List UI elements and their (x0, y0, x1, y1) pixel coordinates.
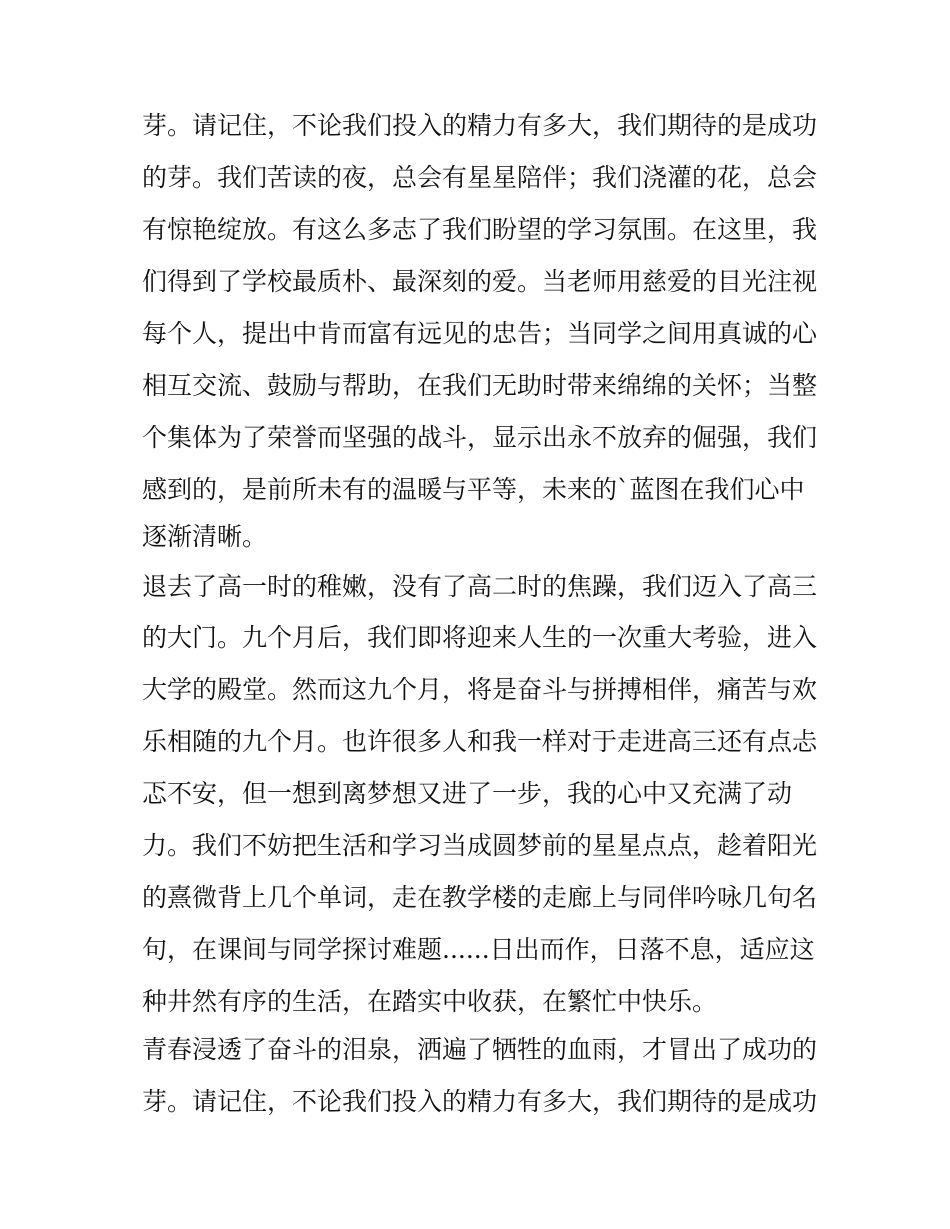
text-line: 们得到了学校最质朴、最深刻的爱。当老师用慈爱的目光注视 (142, 267, 818, 296)
text-line: 的大门。九个月后，我们即将迎来人生的一次重大考验，进入 (142, 623, 818, 652)
text-line: 个集体为了荣誉而坚强的战斗，显示出永不放弃的倔强，我们 (142, 423, 818, 452)
text-line: 芽。请记住，不论我们投入的精力有多大，我们期待的是成功 (142, 1087, 818, 1116)
text-line: 的芽。我们苦读的夜，总会有星星陪伴；我们浇灌的花，总会 (142, 163, 818, 192)
text-line: 的熹微背上几个单词，走在教学楼的走廊上与同伴吟咏几句名 (142, 883, 818, 912)
text-line: 每个人，提出中肯而富有远见的忠告；当同学之间用真诚的心 (142, 319, 818, 348)
text-line: 忑不安，但一想到离梦想又进了一步，我的心中又充满了动 (142, 779, 793, 808)
text-line: 青春浸透了奋斗的泪泉，洒遍了牺牲的血雨，才冒出了成功的 (142, 1035, 818, 1064)
text-line: 句，在课间与同学探讨难题......日出而作，日落不息，适应这 (142, 935, 815, 964)
text-line: 退去了高一时的稚嫩，没有了高二时的焦躁，我们迈入了高三 (142, 572, 818, 601)
text-line: 感到的，是前所未有的温暖与平等，未来的`蓝图在我们心中 (142, 475, 805, 504)
text-line: 逐渐清晰。 (142, 522, 268, 551)
text-line: 种井然有序的生活，在踏实中收获，在繁忙中快乐。 (142, 987, 718, 1016)
text-line: 乐相随的九个月。也许很多人和我一样对于走进高三还有点忐 (142, 727, 818, 756)
text-line: 芽。请记住，不论我们投入的精力有多大，我们期待的是成功 (142, 111, 818, 140)
text-line: 大学的殿堂。然而这九个月，将是奋斗与拼搏相伴，痛苦与欢 (142, 675, 818, 704)
text-line: 有惊艳绽放。有这么多志了我们盼望的学习氛围。在这里，我 (142, 215, 818, 244)
text-line: 力。我们不妨把生活和学习当成圆梦前的星星点点，趁着阳光 (142, 831, 818, 860)
text-line: 相互交流、鼓励与帮助，在我们无助时带来绵绵的关怀；当整 (142, 371, 818, 400)
